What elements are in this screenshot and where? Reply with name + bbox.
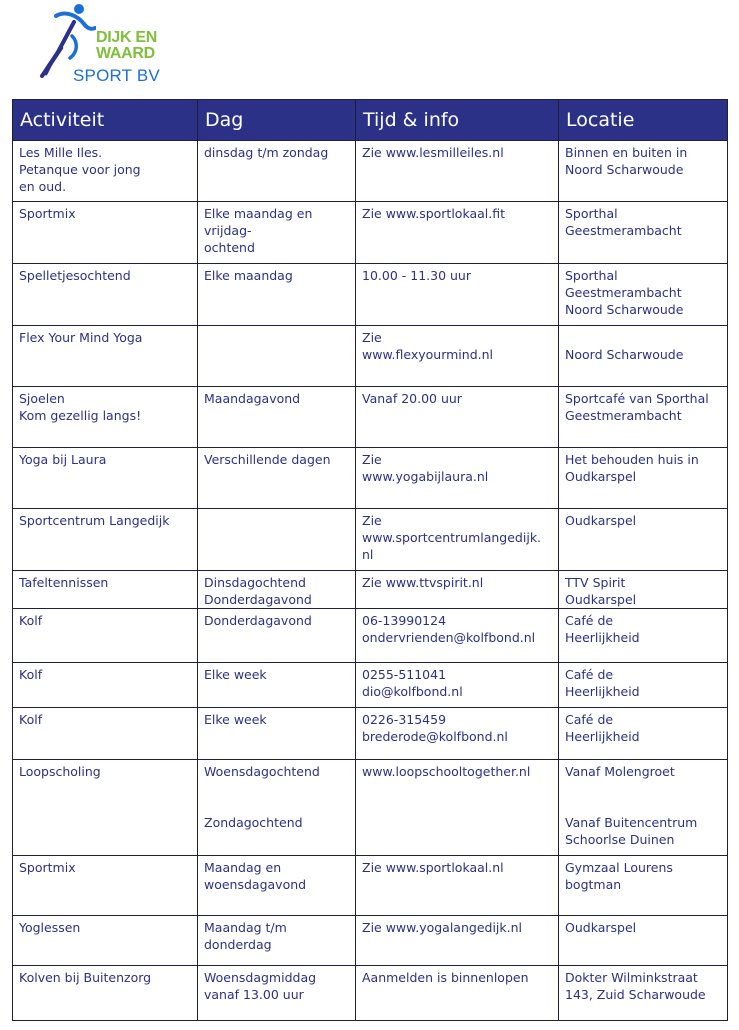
- table-header-row: [13, 100, 728, 141]
- cell-text: Sjoelen: [19, 391, 65, 406]
- cell-locatie: [559, 609, 728, 663]
- logo-line3: SPORT BV: [73, 66, 160, 85]
- cell-text: Petanque voor jong: [19, 162, 141, 177]
- cell-tijd: [356, 141, 559, 202]
- cell-text: Vanaf 20.00 uur: [362, 391, 462, 406]
- table-row: [13, 966, 728, 1021]
- cell-text: Noord Scharwoude: [565, 162, 684, 177]
- cell-text: Woensdagochtend: [204, 764, 320, 779]
- cell-text: Elke maandag: [204, 268, 293, 283]
- header-activiteit: Activiteit: [13, 100, 198, 141]
- cell-dag: [198, 448, 356, 509]
- cell-text: Noord Scharwoude: [565, 302, 684, 317]
- cell-text: dio@kolfbond.nl: [362, 684, 463, 699]
- cell-text: Zie www.ttvspirit.nl: [362, 575, 484, 590]
- cell-text: Zie: [362, 452, 382, 467]
- cell-activiteit: [13, 663, 198, 708]
- cell-activiteit: [13, 202, 198, 264]
- cell-activiteit: [13, 448, 198, 509]
- cell-text: Flex Your Mind Yoga: [19, 330, 143, 345]
- cell-locatie: [559, 326, 728, 387]
- cell-text: 0255-511041: [362, 667, 447, 682]
- cell-text: www.flexyourmind.nl: [362, 347, 493, 362]
- cell-text: Elke week: [204, 667, 267, 682]
- cell-text: Kolven bij Buitenzorg: [19, 970, 152, 985]
- header-tijd-info: Tijd & info: [356, 100, 559, 141]
- logo: [38, 0, 178, 92]
- cell-text: Café de: [565, 712, 614, 727]
- table-row: [13, 571, 728, 609]
- cell-text: Sporthal: [565, 268, 618, 283]
- cell-dag: [198, 856, 356, 916]
- cell-locatie: [559, 760, 728, 856]
- cell-dag: [198, 760, 356, 856]
- table-row: [13, 326, 728, 387]
- cell-locatie: [559, 387, 728, 448]
- table-row: [13, 663, 728, 708]
- cell-text: Spelletjesochtend: [19, 268, 131, 283]
- cell-text: Sportcentrum Langedijk: [19, 513, 170, 528]
- cell-dag: [198, 966, 356, 1021]
- cell-activiteit: [13, 966, 198, 1021]
- cell-text: Kolf: [19, 712, 43, 727]
- cell-activiteit: [13, 760, 198, 856]
- cell-text: [565, 780, 721, 797]
- cell-text: Noord Scharwoude: [565, 347, 684, 362]
- cell-text: Geestmerambacht: [565, 285, 682, 300]
- cell-locatie: [559, 264, 728, 326]
- cell-dag: [198, 916, 356, 966]
- cell-text: Elke week: [204, 712, 267, 727]
- cell-text: Woensdagmiddag: [204, 970, 317, 985]
- cell-tijd: [356, 387, 559, 448]
- cell-text: TTV Spirit: [565, 575, 626, 590]
- cell-text: 0226-315459: [362, 712, 447, 727]
- cell-text: Heerlijkheid: [565, 684, 640, 699]
- cell-tijd: [356, 663, 559, 708]
- cell-activiteit: [13, 264, 198, 326]
- cell-text: Maandagavond: [204, 391, 301, 406]
- cell-text: donderdag: [204, 937, 272, 952]
- cell-dag: [198, 708, 356, 760]
- cell-dag: [198, 509, 356, 571]
- cell-text: ondervrienden@kolfbond.nl: [362, 630, 536, 645]
- cell-text: Oudkarspel: [565, 920, 637, 935]
- cell-text: Café de: [565, 667, 614, 682]
- cell-activiteit: [13, 856, 198, 916]
- cell-text: Zondagochtend: [204, 815, 303, 830]
- cell-text: Geestmerambacht: [565, 223, 682, 238]
- cell-text: Tafeltennissen: [19, 575, 109, 590]
- cell-text: www.sportcentrumlangedijk.: [362, 530, 542, 545]
- cell-text: Zie www.lesmilleiles.nl: [362, 145, 504, 160]
- cell-tijd: [356, 448, 559, 509]
- cell-text: Gymzaal Lourens: [565, 860, 673, 875]
- cell-text: Sporthal: [565, 206, 618, 221]
- cell-text: Geestmerambacht: [565, 408, 682, 423]
- cell-text: Sportmix: [19, 860, 76, 875]
- cell-text: Zie www.sportlokaal.fit: [362, 206, 506, 221]
- cell-text: Heerlijkheid: [565, 729, 640, 744]
- cell-text: woensdagavond: [204, 877, 307, 892]
- cell-tijd: [356, 509, 559, 571]
- cell-locatie: [559, 916, 728, 966]
- cell-text: Donderdagavond: [204, 613, 312, 628]
- cell-tijd: [356, 264, 559, 326]
- cell-text: Loopscholing: [19, 764, 101, 779]
- cell-text: Heerlijkheid: [565, 630, 640, 645]
- cell-text: Zie www.yogalangedijk.nl: [362, 920, 523, 935]
- cell-text: [204, 780, 349, 797]
- cell-locatie: [559, 966, 728, 1021]
- cell-locatie: [559, 571, 728, 609]
- cell-text: Yoga bij Laura: [19, 452, 107, 467]
- cell-activiteit: [13, 141, 198, 202]
- logo-line2: WAARD: [96, 45, 155, 62]
- cell-text: Kolf: [19, 667, 43, 682]
- cell-text: Zie www.sportlokaal.nl: [362, 860, 504, 875]
- cell-activiteit: [13, 609, 198, 663]
- cell-text: Les Mille Iles.: [19, 145, 103, 160]
- activity-table: [12, 99, 728, 1021]
- cell-locatie: [559, 856, 728, 916]
- table-row: [13, 916, 728, 966]
- cell-text: Oudkarspel: [565, 513, 637, 528]
- cell-text: ochtend: [204, 240, 255, 255]
- cell-text: Café de: [565, 613, 614, 628]
- cell-activiteit: [13, 326, 198, 387]
- cell-locatie: [559, 509, 728, 571]
- cell-tijd: [356, 708, 559, 760]
- cell-locatie: [559, 141, 728, 202]
- cell-dag: [198, 202, 356, 264]
- table-row: [13, 708, 728, 760]
- cell-dag: [198, 609, 356, 663]
- table-row: [13, 387, 728, 448]
- cell-text: [204, 797, 349, 814]
- cell-tijd: [356, 326, 559, 387]
- cell-text: www.yogabijlaura.nl: [362, 469, 489, 484]
- cell-text: 10.00 - 11.30 uur: [362, 268, 471, 283]
- cell-text: [565, 797, 721, 814]
- cell-text: nl: [362, 547, 374, 562]
- cell-activiteit: [13, 916, 198, 966]
- cell-tijd: [356, 571, 559, 609]
- cell-text: Kom gezellig langs!: [19, 408, 142, 423]
- cell-text: Donderdagavond: [204, 592, 312, 607]
- header-locatie: Locatie: [559, 100, 728, 141]
- cell-text: 143, Zuid Scharwoude: [565, 987, 706, 1002]
- cell-dag: [198, 387, 356, 448]
- cell-text: bogtman: [565, 877, 622, 892]
- cell-activiteit: [13, 708, 198, 760]
- cell-locatie: [559, 202, 728, 264]
- cell-text: www.loopschooltogether.nl: [362, 764, 531, 779]
- cell-text: Maandag en: [204, 860, 282, 875]
- cell-text: vrijdag-: [204, 223, 252, 238]
- cell-text: brederode@kolfbond.nl: [362, 729, 508, 744]
- cell-activiteit: [13, 509, 198, 571]
- cell-text: en oud.: [19, 179, 67, 194]
- cell-locatie: [559, 708, 728, 760]
- cell-text: Kolf: [19, 613, 43, 628]
- cell-dag: [198, 264, 356, 326]
- logo-wordmark: [96, 30, 157, 62]
- cell-tijd: [356, 609, 559, 663]
- cell-locatie: [559, 448, 728, 509]
- cell-text: Zie: [362, 330, 382, 345]
- table-row: [13, 264, 728, 326]
- table-row: [13, 760, 728, 856]
- cell-activiteit: [13, 571, 198, 609]
- table-body: [13, 141, 728, 1021]
- cell-tijd: [356, 856, 559, 916]
- cell-text: Schoorlse Duinen: [565, 832, 675, 847]
- cell-text: Oudkarspel: [565, 592, 637, 607]
- cell-text: vanaf 13.00 uur: [204, 987, 304, 1002]
- cell-tijd: [356, 916, 559, 966]
- cell-text: Het behouden huis in: [565, 452, 699, 467]
- cell-text: Vanaf Molengroet: [565, 764, 675, 779]
- table-row: [13, 202, 728, 264]
- cell-text: Yoglessen: [19, 920, 81, 935]
- table-row: [13, 609, 728, 663]
- cell-text: Elke maandag en: [204, 206, 313, 221]
- cell-dag: [198, 663, 356, 708]
- cell-dag: [198, 571, 356, 609]
- table-row: [13, 509, 728, 571]
- table-row: [13, 448, 728, 509]
- cell-locatie: [559, 663, 728, 708]
- table-row: [13, 856, 728, 916]
- cell-text: Sportmix: [19, 206, 76, 221]
- header-dag: Dag: [198, 100, 356, 141]
- cell-text: Oudkarspel: [565, 469, 637, 484]
- cell-dag: [198, 141, 356, 202]
- cell-tijd: [356, 202, 559, 264]
- cell-text: Binnen en buiten in: [565, 145, 688, 160]
- cell-text: Dokter Wilminkstraat: [565, 970, 698, 985]
- cell-tijd: [356, 760, 559, 856]
- cell-text: dinsdag t/m zondag: [204, 145, 329, 160]
- cell-activiteit: [13, 387, 198, 448]
- cell-text: Verschillende dagen: [204, 452, 331, 467]
- cell-text: Zie: [362, 513, 382, 528]
- cell-dag: [198, 326, 356, 387]
- cell-text: Vanaf Buitencentrum: [565, 815, 698, 830]
- logo-line1: DIJK EN: [96, 29, 158, 46]
- table-row: [13, 141, 728, 202]
- cell-text: 06-13990124: [362, 613, 447, 628]
- cell-text: Maandag t/m: [204, 920, 287, 935]
- cell-text: Aanmelden is binnenlopen: [362, 970, 529, 985]
- cell-text: Dinsdagochtend: [204, 575, 306, 590]
- cell-text: Sportcafé van Sporthal: [565, 391, 709, 406]
- cell-tijd: [356, 966, 559, 1021]
- cell-text: [565, 329, 721, 346]
